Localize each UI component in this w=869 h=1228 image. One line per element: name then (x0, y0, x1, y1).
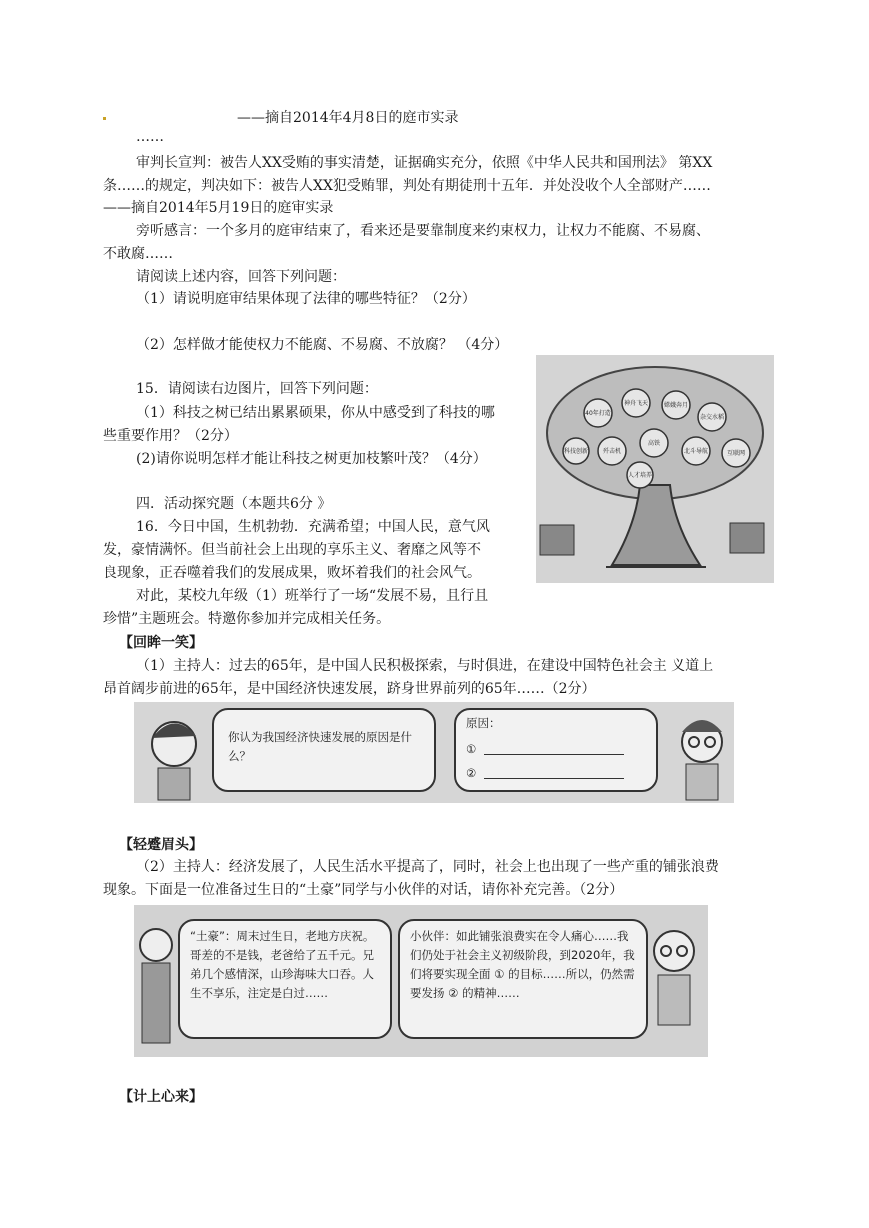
ellipsis: …… (136, 129, 164, 145)
answer-title: 原因： (466, 716, 501, 730)
question-15-2: (2)请你说明怎样才能让科技之树更加枝繁叶茂？（4分） (136, 451, 487, 467)
question-15: 15．请阅读右边图片，回答下列问题： (136, 381, 378, 397)
q16-line-1: 16．今日中国，生机勃勃．充满希望；中国人民，意气风 (136, 519, 490, 535)
question-15-1b: 些重要作用？（2分） (103, 428, 238, 444)
tuhao-text: “土豪”：周末过生日，老地方庆祝。哥差的不是钱，老爸给了五千元。兄弟几个感情深，山珍海味大口吞。人生不享乐，注定是白过…… (190, 929, 375, 1000)
apple-label: 高铁 (647, 440, 661, 447)
stray-mark (103, 117, 106, 120)
q16-line-4: 对此，某校九年级（1）班举行了一场“发展不易，且行且 (136, 588, 489, 604)
comic-economy-image (134, 702, 734, 803)
question-14-2: （2）怎样做才能使权力不能腐、不易腐、不放腐？ （4分） (136, 337, 509, 353)
apple-label: 歼击机 (602, 448, 622, 455)
apple-label: 嫦娥奔月 (663, 402, 689, 409)
q16-line-3: 良现象，正吞噬着我们的发展成果，败坏着我们的社会风气。 (103, 565, 481, 581)
bubble-question-text: 你认为我国经济快速发展的原因是什么？ (228, 730, 412, 763)
answer-item-2: ② (466, 766, 477, 780)
science-tree-image (536, 355, 774, 583)
question-15-1a: （1）科技之树已结出累累硕果，你从中感受到了科技的哪 (136, 405, 495, 421)
verdict-line-2: 条……的规定，判决如下：被告人XX犯受贿罪，判处有期徒刑十五年．并处没收个人全部财产…… (103, 178, 711, 194)
heading-qingcu: 【轻蹙眉头】 (119, 837, 203, 853)
comment-line-1: 旁听感言：一个多月的庭审结束了，看来还是要靠制度来约束权力，让权力不能腐、不易腐、 (136, 223, 710, 239)
verdict-line-1: 审判长宣判：被告人XX受贿的事实清楚，证据确实充分，依照《中华人民共和国刑法》 第XX (136, 155, 713, 171)
question-bubble (212, 708, 436, 792)
citation-2: ——摘自2014年5月19日的庭审实录 (103, 200, 334, 216)
host2-line-1: （2）主持人：经济发展了，人民生活水平提高了，同时，社会上也出现了一些产重的铺张浪费 (136, 859, 719, 875)
q16-line-2: 发，豪情满怀。但当前社会上出现的享乐主义、奢靡之风等不 (103, 542, 481, 558)
apple-label: 北斗导航 (683, 448, 709, 455)
answer-item-1: ① (466, 742, 477, 756)
tuhao-bubble (178, 919, 392, 1039)
friend-bubble (398, 919, 648, 1039)
apple-label: 科技创新 (563, 448, 589, 455)
q16-line-5: 珍惜”主题班会。特邀你参加并完成相关任务。 (103, 611, 391, 627)
apple-label: 40年打造 (585, 410, 611, 417)
comic-birthday-image (134, 905, 708, 1057)
heading-huimou: 【回眸一笑】 (119, 635, 203, 651)
question-14-1: （1）请说明庭审结果体现了法律的哪些特征？（2分） (136, 291, 476, 307)
apple-label: 人才培养 (627, 472, 653, 479)
apple-label: 杂交水稻 (699, 414, 725, 421)
answer-bubble (454, 708, 658, 792)
host2-line-2: 现象。下面是一位准备过生日的“土豪”同学与小伙伴的对话，请你补充完善。（2分） (103, 882, 624, 898)
section-4-heading: 四．活动探究题（本题共6分 》 (136, 496, 332, 512)
heading-jishang: 【计上心来】 (119, 1089, 203, 1105)
apple-label: 神舟飞天 (623, 400, 649, 407)
friend-text: 小伙伴：如此铺张浪费实在令人痛心……我们仍处于社会主义初级阶段，到2020年，我们将要实现全面 ① 的目标……所以，仍然需要发扬 ② 的精神…… (410, 929, 635, 1000)
host-line-1: （1）主持人：过去的65年，是中国人民积极探索，与时俱进，在建设中国特色社会主 义道上 (136, 658, 714, 674)
answer-blank-1 (484, 754, 624, 755)
apple-label: 互联网 (726, 450, 746, 457)
answer-blank-2 (484, 778, 624, 779)
host-line-2: 昂首阔步前进的65年，是中国经济快速发展，跻身世界前列的65年……（2分） (103, 681, 596, 697)
comment-line-2: 不敢腐…… (103, 246, 173, 262)
citation-1: ——摘自2014年4月8日的庭市实录 (237, 110, 459, 126)
instruction: 请阅读上述内容，回答下列问题： (136, 269, 346, 285)
